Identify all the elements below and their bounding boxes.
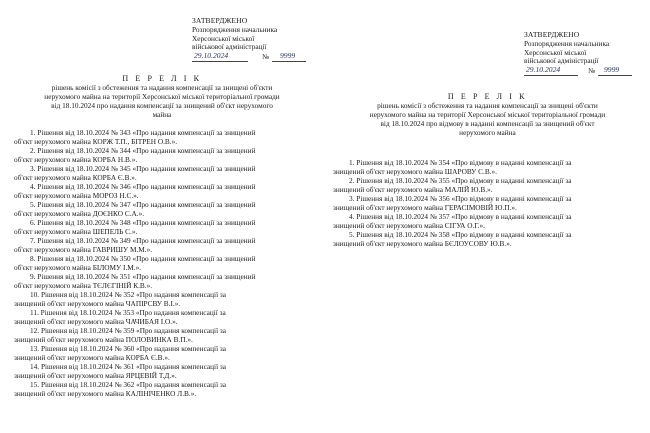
decision-item: [14, 200, 320, 218]
approval-heading: ЗАТВЕРДЖЕНО: [192, 16, 248, 25]
number-underline: [598, 75, 632, 76]
title-line: нерухомого майна на території Херсонської міської територіальної громади: [369, 110, 606, 119]
decision-text-line: 6. Рішення від 18.10.2024 № 348 «Про надання компенсації за знищений: [30, 218, 256, 227]
handwritten-number: 9999: [280, 51, 296, 61]
decision-text-line: 5. Рішення від 18.10.2024 № 358 «Про відмову в наданні компенсації за: [349, 230, 572, 239]
approval-line: військової адміністрації: [524, 56, 599, 66]
handwritten-number: 9999: [604, 65, 620, 75]
decision-item: [14, 254, 320, 272]
handwritten-date: 29.10.2024: [526, 65, 561, 75]
decision-text-line: об'єкт нерухомого майна БІЛОМУ І.М.».: [14, 263, 142, 272]
approval-block: [524, 31, 646, 77]
decision-text-line: знищений об'єкт нерухомого майна БЄЛОУСОВУ Ю.В.».: [333, 239, 512, 248]
decision-text-line: знищений об'єкт нерухомого майна ПОЛОВИНКА В.П.».: [14, 335, 193, 344]
document-title: [4, 74, 320, 119]
decision-item: [333, 230, 648, 248]
decision-item: [14, 236, 320, 254]
approval-line: Херсонської міської: [524, 47, 587, 57]
decision-item: [14, 272, 320, 290]
decision-item: [14, 128, 320, 146]
document-title: [325, 92, 650, 137]
title-line: рішень комісії з обстеження та надання компенсації за знищені об'єкти: [377, 101, 598, 110]
decision-item: [333, 212, 648, 230]
decisions-list: [14, 128, 320, 398]
decision-text-line: об'єкт нерухомого майна ГАВРИШУ М.М.».: [14, 245, 153, 254]
approval-line: Розпорядження начальника: [524, 38, 610, 48]
decision-text-line: 10. Рішення від 18.10.2024 № 352 «Про надання компенсації за: [30, 290, 227, 299]
decision-text-line: 4. Рішення від 18.10.2024 № 357 «Про відмову в наданні компенсації за: [349, 212, 572, 221]
date-underline: [524, 75, 578, 76]
decision-text-line: 13. Рішення від 18.10.2024 № 360 «Про надання компенсації за: [30, 344, 227, 353]
decision-text-line: об'єкт нерухомого майна ТЄЛЄГІНІЙ К.В.».: [14, 281, 153, 290]
title-line: нерухомого майна: [459, 128, 516, 137]
decision-item: [14, 326, 320, 344]
decision-text-line: 5. Рішення від 18.10.2024 № 347 «Про надання компенсації за знищений: [30, 200, 256, 209]
decision-text-line: 3. Рішення від 18.10.2024 № 345 «Про надання компенсації за знищений: [30, 164, 256, 173]
date-underline: [192, 61, 248, 62]
handwritten-date: 29.10.2024: [194, 51, 229, 61]
decision-text-line: знищений об'єкт нерухомого майна ЧАПІРСВУ В.І.».: [14, 299, 181, 308]
decision-text-line: знищений об'єкт нерухомого майна ШАРОВУ С.В.».: [333, 167, 497, 176]
decision-text-line: 14. Рішення від 18.10.2024 № 361 «Про надання компенсації за: [30, 362, 227, 371]
decision-text-line: 15. Рішення від 18.10.2024 № 362 «Про надання компенсації за: [30, 380, 227, 389]
decision-text-line: знищений об'єкт нерухомого майна ЯРЦЕВІЙ Т.Д.».: [14, 371, 177, 380]
decision-text-line: об'єкт нерухомого майна КОРЖ Т.П., БІТРЕН О.В.».: [14, 137, 178, 146]
approval-signature-row: [192, 53, 320, 63]
decision-item: [14, 146, 320, 164]
decision-text-line: 1. Рішення від 18.10.2024 № 343 «Про надання компенсації за знищений: [30, 128, 256, 137]
decision-item: [14, 362, 320, 380]
decision-text-line: 1. Рішення від 18.10.2024 № 354 «Про відмову в наданні компенсації за: [349, 158, 572, 167]
decision-item: [333, 158, 648, 176]
decision-text-line: 11. Рішення від 18.10.2024 № 353 «Про надання компенсації за: [30, 308, 226, 317]
right-page: [325, 0, 650, 433]
title-line: від 18.10.2024 про надання компенсації за знищений об'єкт нерухомого: [51, 101, 273, 110]
decision-text-line: об'єкт нерухомого майна КОРБА Н.В.».: [14, 155, 138, 164]
approval-line: Розпорядження начальника: [192, 24, 278, 34]
left-page: [0, 0, 323, 433]
decisions-list: [333, 158, 648, 248]
decision-text-line: знищений об'єкт нерухомого майна МАЛІЙ Ю.В.».: [333, 185, 493, 194]
decision-item: [14, 290, 320, 308]
decision-text-line: знищений об'єкт нерухомого майна ГЕРАСІМОВІЙ Ю.П.».: [333, 203, 517, 212]
decision-text-line: 3. Рішення від 18.10.2024 № 356 «Про відмову в наданні компенсації за: [349, 194, 572, 203]
decision-item: [333, 194, 648, 212]
decision-text-line: знищений об'єкт нерухомого майна КОРБА Є.В.».: [14, 353, 170, 362]
decision-text-line: знищений об'єкт нерухомого майна ЧАЧИБАЯ І.О.».: [14, 317, 178, 326]
number-underline: [272, 61, 306, 62]
decision-item: [14, 308, 320, 326]
decision-text-line: об'єкт нерухомого майна МОРОЗ Н.С.».: [14, 191, 139, 200]
decision-item: [14, 182, 320, 200]
perelik-heading: П Е Р Е Л І К: [447, 92, 528, 101]
perelik-heading: П Е Р Е Л І К: [122, 74, 202, 83]
approval-heading: ЗАТВЕРДЖЕНО: [524, 30, 580, 39]
decision-text-line: 4. Рішення від 18.10.2024 № 346 «Про надання компенсації за знищений: [30, 182, 256, 191]
decision-text-line: 12. Рішення від 18.10.2024 № 359 «Про надання компенсації за: [30, 326, 227, 335]
decision-text-line: знищений об'єкт нерухомого майна СІГУА О.Г.».: [333, 221, 485, 230]
decision-item: [333, 176, 648, 194]
decision-text-line: 7. Рішення від 18.10.2024 № 349 «Про надання компенсації за знищений: [30, 236, 256, 245]
decision-text-line: 9. Рішення від 18.10.2024 № 351 «Про надання компенсації за знищений: [30, 272, 256, 281]
approval-signature-row: [524, 67, 646, 77]
title-line: рішень комісії з обстеження та надання компенсації за знищені об'єкти: [51, 83, 273, 92]
decision-item: [14, 218, 320, 236]
decision-text-line: об'єкт нерухомого майна КОРБА Є.В.».: [14, 173, 137, 182]
title-line: від 18.10.2024 про відмову в наданні компенсації за знищений об'єкт: [380, 119, 595, 128]
decision-text-line: об'єкт нерухомого майна ДОЄНКО С.А.».: [14, 209, 145, 218]
decision-text-line: знищений об'єкт нерухомого майна КАЛІНІЧЕНКО Л.В.».: [14, 389, 197, 398]
title-line: майна: [152, 110, 172, 119]
decision-text-line: 2. Рішення від 18.10.2024 № 344 «Про надання компенсації за знищений: [30, 146, 256, 155]
decision-text-line: 2. Рішення від 18.10.2024 № 355 «Про відмову в наданні компенсації за: [349, 176, 572, 185]
decision-item: [14, 380, 320, 398]
approval-block: [192, 17, 320, 63]
decision-item: [14, 344, 320, 362]
title-line: нерухомого майна на території Херсонської міської територіальної громади: [44, 92, 280, 101]
decision-item: [14, 164, 320, 182]
number-label: №: [262, 52, 269, 62]
number-label: №: [588, 66, 595, 76]
approval-line: Херсонської міської: [192, 33, 255, 43]
decision-text-line: 8. Рішення від 18.10.2024 № 350 «Про надання компенсації за знищений: [30, 254, 256, 263]
approval-line: військової адміністрації: [192, 42, 267, 52]
decision-text-line: об'єкт нерухомого майна ШЕПЕЛЬ С.».: [14, 227, 138, 236]
